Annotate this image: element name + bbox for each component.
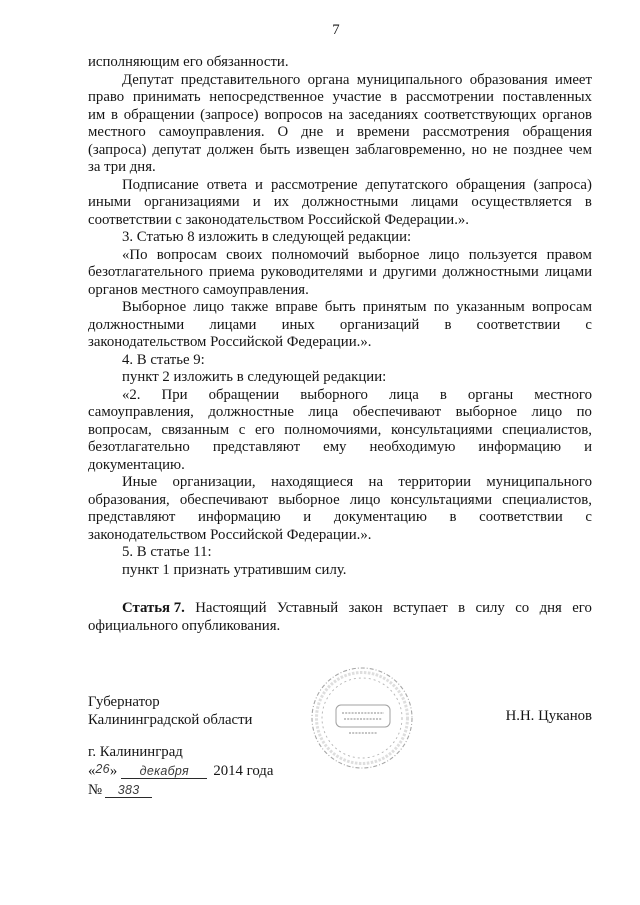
word: позднее [513,141,563,158]
text-line [88,89,592,107]
word: лицами [411,194,459,210]
text-line [88,264,592,282]
word: обеспечивают [179,491,269,508]
word: информацию [478,439,562,455]
word: необходимую [369,439,456,455]
word: и [584,439,592,455]
word: местного [88,124,146,140]
paragraph [88,387,592,475]
word: обеспечивают [352,404,442,420]
word: с [585,509,592,525]
word: депутатского [365,176,448,193]
word: их [273,194,290,210]
paragraph [88,544,592,562]
text-line [88,509,592,527]
word: закон [348,600,383,616]
word: находящиеся [270,474,354,490]
text-line: пункт 2 изложить в следующей редакции: [122,369,387,385]
word: его [572,600,592,616]
word: правом [546,246,592,263]
month-blank [121,764,207,779]
word: в [390,89,398,105]
number-blank [105,783,152,798]
text-line [88,404,592,422]
page-number: 7 [332,22,340,38]
word: в [458,600,466,616]
word: специалистов, [502,421,592,438]
paragraph [88,229,592,247]
word: вопросам [156,246,217,263]
text-line: документацию. [88,456,185,473]
text-line [88,124,592,142]
word: лицо [193,299,225,315]
text-line: 3. Статью 8 изложить в следующей редакции: [122,229,412,245]
paragraph [88,474,592,544]
word: выборное [358,246,420,263]
word: чем [568,141,592,158]
word: им [88,106,106,123]
word: лицо [531,404,563,420]
word: «2. [122,386,141,403]
word: полномочий [271,246,349,263]
word: участие [332,89,382,105]
word: должностными [302,194,399,210]
word: соответствующих [424,106,537,123]
text-line [88,387,592,405]
word: в [444,316,452,333]
number-line [88,781,348,800]
word: и [255,176,263,193]
article-label: Статья 7. [122,600,185,616]
word: соответствии [476,316,561,333]
month-handwritten: декабря [139,764,189,778]
seal-center-frame [336,705,390,727]
word: Депутат [122,71,174,88]
word: местного [534,386,592,403]
word: также [231,299,269,315]
word: (запросе) [200,106,259,123]
word: ему [323,439,347,455]
number-handwritten: 383 [117,783,140,797]
word: вопросам [531,299,592,315]
seal-center-marks [342,713,384,733]
text-line [88,194,592,212]
word: Настоящий [195,600,267,616]
text-line: исполняющим его обязанности. [88,54,289,70]
word: рассмотрении [405,89,494,105]
signatory-title [88,694,252,729]
word: быть [259,141,291,158]
signatory-name: Н.Н. Цуканов [505,708,592,724]
word: лица [389,386,419,403]
word: силу [475,600,505,616]
word: в [111,106,119,123]
word: территории [398,474,472,490]
text-line [88,107,592,125]
quote-close: » [109,763,118,779]
article-7 [88,600,592,635]
word: должностными [442,264,539,280]
word: организаций [339,316,420,333]
word: Подписание [122,176,199,193]
word: осуществляется [471,194,572,210]
text-line [88,492,592,510]
word: на [368,474,384,490]
word: специалистов, [502,491,592,508]
paragraph [88,177,592,230]
word: лица [308,404,339,420]
word: (запроса) [88,141,147,158]
word: безотлагательно [88,439,190,455]
word: органов [542,106,592,123]
word: должен [207,141,254,158]
text-line [88,474,592,492]
word: но [471,141,487,158]
text-line: пункт 1 признать утратившим силу. [122,561,347,578]
word: лицами [209,316,257,333]
word: представляют [88,509,176,525]
word: рассмотрения [422,124,510,140]
word: вопросов [264,106,323,123]
word: депутат [152,141,202,158]
word: организации, [172,474,256,490]
word: и [369,264,378,280]
word: Иные [122,474,158,490]
word: вступает [393,600,448,616]
text-line: законодательством Российской Федерации.». [88,334,372,350]
text-line [88,439,592,457]
word: «По [122,246,148,263]
word: времени [356,124,410,140]
word: не [492,141,508,158]
word: должностные [208,404,294,420]
word: информацию [197,509,281,525]
word: лицами [544,264,592,280]
word: должностными [88,316,185,333]
text-line [88,317,592,335]
paragraph [88,352,592,370]
word: При [161,386,188,403]
word: полномочиями, [284,421,382,438]
word: соответствии [479,509,563,525]
word: с [238,421,246,438]
text-line: 4. В статье 9: [122,351,205,368]
word: пользуется [468,246,538,263]
word: его [254,421,275,438]
word: рассмотрение [270,176,358,193]
word: извещен [296,141,350,158]
word: указанным [456,299,525,315]
word: принятым [362,299,427,315]
word: по [576,404,592,420]
paragraph [88,562,592,580]
word: выборного [300,386,368,403]
word: поставленных [502,89,592,105]
word: О [277,124,289,140]
word: организациями [144,194,240,210]
word: другими [383,264,437,280]
word: со [515,600,530,616]
text-line [88,177,592,195]
word: самоуправления. [158,124,265,140]
word: связанным [161,421,230,438]
signatory-position: Губернатор [88,694,160,710]
word: вправе [275,299,318,315]
word: обращении [123,106,195,123]
word: руководителями [260,264,364,280]
city: г. Калининград [88,744,183,760]
text-line [88,142,592,160]
document-body [88,54,592,579]
word: выборное [455,404,517,420]
word: консультациями [390,491,493,508]
word: (запроса) [533,176,592,193]
number-label: № [88,782,103,798]
text-line [88,299,592,317]
word: и [336,124,345,140]
word: обращения [522,124,592,140]
year-text: 2014 года [213,763,274,779]
word: имеет [555,71,592,88]
word: иных [281,316,315,333]
word: представительного [180,71,301,88]
word: и [252,194,261,210]
paragraph [88,72,592,177]
word: муниципального [356,71,463,88]
text-line: законодательством Российской Федерации.». [88,526,372,543]
word: Уставный [276,600,339,616]
quote-open: « [88,763,96,779]
word: приема [209,264,255,280]
word: дня [539,600,562,616]
day-handwritten: 26 [95,762,110,776]
word: консультациями [390,421,493,438]
word: образования, [88,491,170,508]
word: и [303,509,312,525]
word: на [328,106,343,123]
word: дне [301,124,324,140]
word: в [439,386,447,403]
text-line [88,247,592,265]
text-line: органов местного самоуправления. [88,281,309,298]
word: право [88,89,125,105]
word: заблаговременно, [355,141,466,158]
word: муниципального [486,474,592,490]
word: заседаниях [348,106,419,123]
text-line [88,600,592,618]
word: органа [307,71,350,88]
word: образования [469,71,548,88]
word: самоуправления, [88,404,194,420]
paragraph [88,54,592,72]
text-line: 5. В статье 11: [122,544,212,560]
word: вопросам, [88,421,152,438]
word: обращении [208,386,280,403]
word: по [433,299,450,315]
word: в [584,194,592,210]
paragraph [88,247,592,300]
word: безотлагательного [88,264,203,280]
word: иными [88,194,132,210]
word: документацию [333,509,427,525]
word: представляют [212,439,301,455]
word: органы [467,386,514,403]
word: в [449,509,457,525]
word: Выборное [122,299,187,315]
text-line: за три дня. [88,159,156,175]
paragraph [88,299,592,352]
word: выборное [278,491,340,508]
word: лицо [349,491,381,508]
word: непосредственное [209,89,324,105]
word: лицо [428,246,460,263]
word: обращения [455,176,526,193]
word: своих [226,246,263,263]
place-and-date [88,743,348,800]
text-line [88,422,592,440]
signatory-region: Калининградской области [88,711,253,728]
word: ответа [206,176,248,193]
word: быть [324,299,356,315]
word: принимать [132,89,201,105]
text-line [88,72,592,90]
city-line [88,743,348,762]
date-line [88,762,348,781]
paragraph [88,369,592,387]
text-line: официального опубликования. [88,617,281,634]
text-line: соответствии с законодательством Российской Федерации.». [88,211,469,228]
word: с [585,316,592,333]
